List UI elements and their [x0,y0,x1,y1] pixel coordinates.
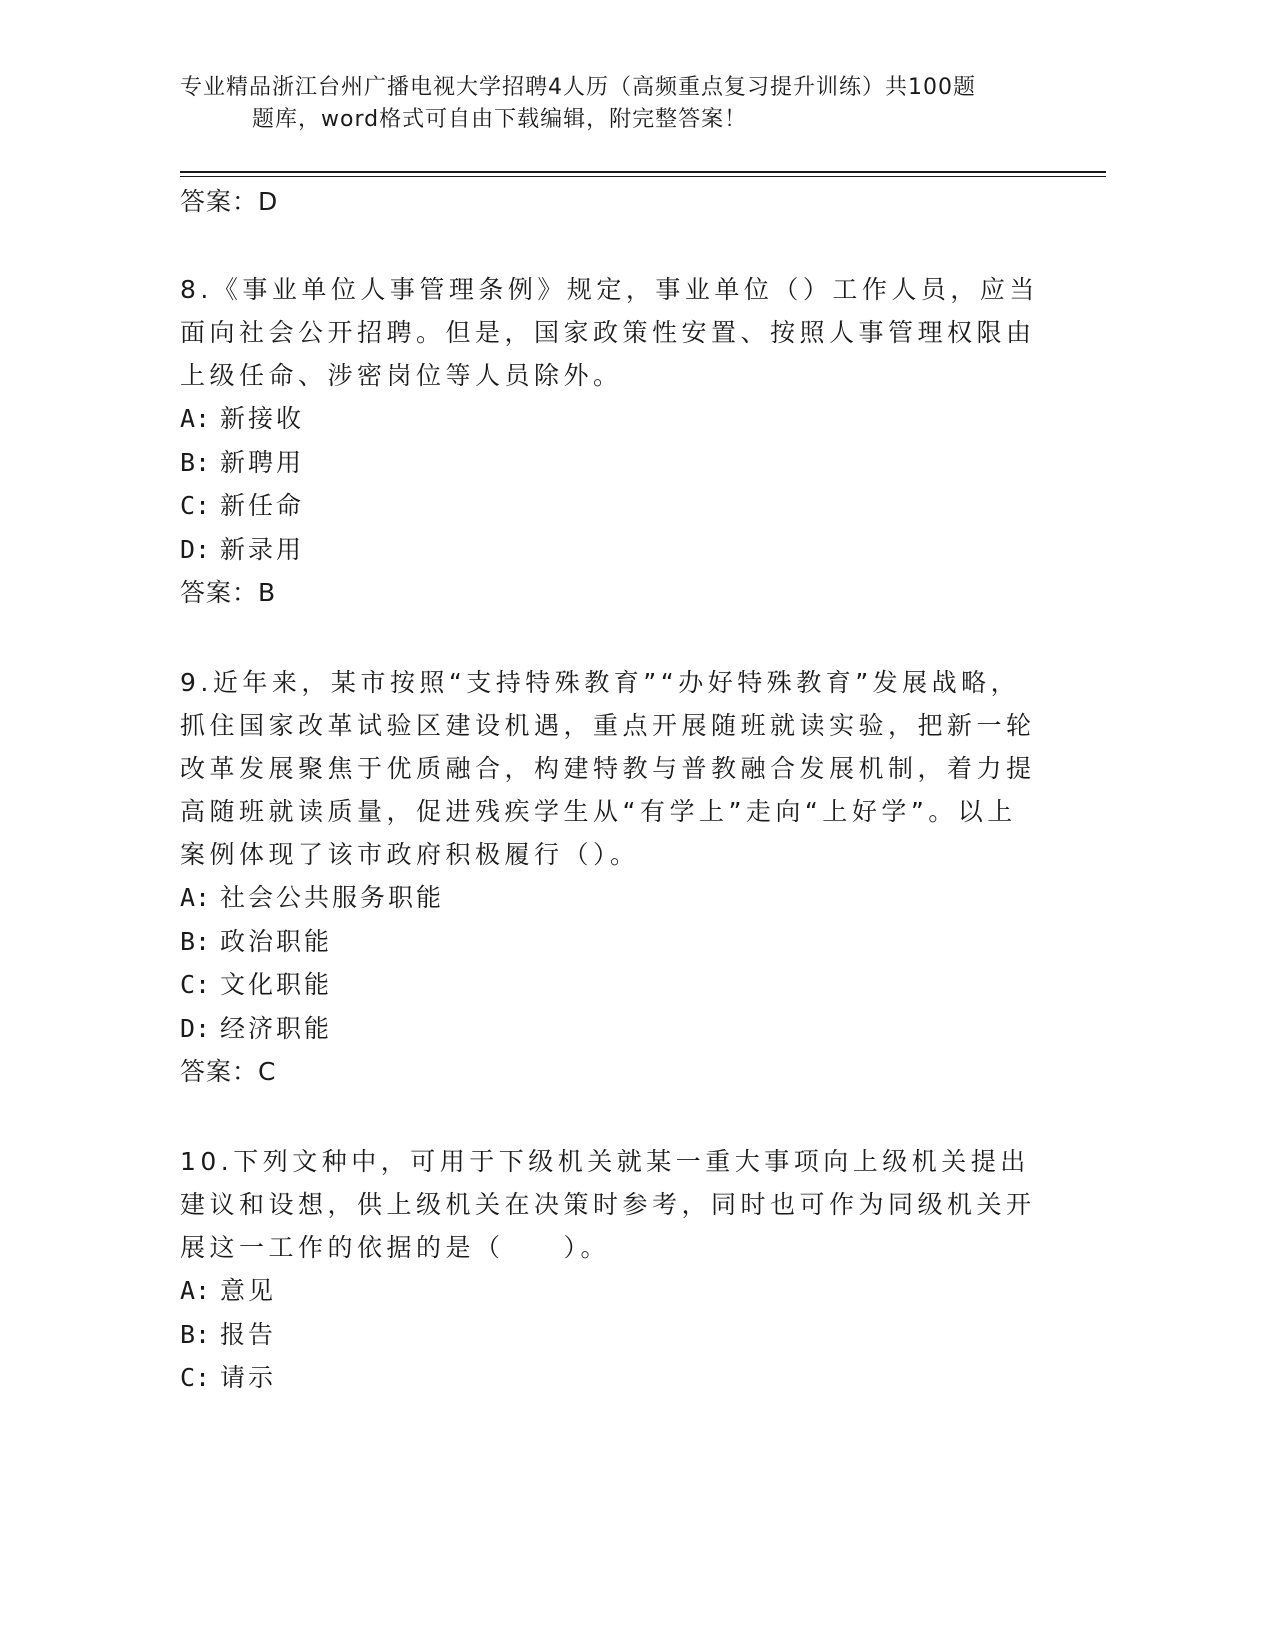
option-a [180,1269,1040,1313]
option-letter: B: [180,926,211,956]
page-header [180,72,1040,136]
option-text: 新录用 [220,534,305,564]
option-text: 社会公共服务职能 [220,883,445,912]
option-text: 文化职能 [220,970,333,999]
option-letter: B: [180,1319,211,1349]
option-d [180,528,1040,572]
question-answer: 答案：B [180,578,277,607]
option-c [180,484,1040,528]
option-a [180,876,1040,920]
option-letter: A: [180,404,211,433]
option-text: 经济职能 [220,1013,333,1043]
header-title-line-2: 题库，word格式可自由下载编辑，附完整答案！ [252,107,748,132]
option-a [180,397,1040,441]
option-b [180,920,1040,964]
header-divider-thick [180,171,1106,173]
option-text: 请示 [220,1363,277,1392]
question-8 [180,268,1040,615]
option-letter: C: [180,970,211,999]
document-body [180,182,1040,1400]
question-stem: 9.近年来，某市按照“支持特殊教育”“办好特殊教育”发展战略，抓住国家改革试验区建设机遇，重点开展随班就读实验，把新一轮改革发展聚焦于优质融合，构建特教与普教融合发展机制，着力提高随班就读质量，促进残疾学生从“有学上”走向“上好学”。以上案例体现了该市政府积极履行（）。 [180,668,1036,869]
previous-question-answer: 答案：D [180,187,279,216]
question-stem: 8.《事业单位人事管理条例》规定，事业单位（）工作人员，应当面向社会公开招聘。但是，国家政策性安置、按照人事管理权限由上级任命、涉密岗位等人员除外。 [180,275,1039,390]
option-c [180,963,1040,1007]
option-text: 意见 [220,1276,277,1305]
option-letter: C: [180,1363,211,1392]
option-letter: D: [180,534,211,564]
option-c [180,1356,1040,1400]
question-10 [180,1140,1040,1400]
option-letter: B: [180,447,211,477]
header-title-line-1: 专业精品浙江台州广播电视大学招聘4人历（高频重点复习提升训练）共100题 [180,75,976,100]
option-text: 新接收 [220,404,305,433]
question-9 [180,661,1040,1094]
option-text: 新聘用 [220,447,305,477]
option-text: 新任命 [220,491,305,520]
option-letter: C: [180,491,211,520]
header-divider-thin [180,176,1106,177]
option-text: 报告 [220,1319,277,1349]
question-stem: 10.下列文种中，可用于下级机关就某一重大事项向上级机关提出建议和设想，供上级机关在决策时参考，同时也可作为同级机关开展这一工作的依据的是（ ）。 [180,1147,1036,1262]
option-text: 政治职能 [220,926,333,956]
option-letter: D: [180,1013,211,1043]
option-letter: A: [180,883,211,912]
option-letter: A: [180,1276,211,1305]
question-answer: 答案：C [180,1057,277,1086]
option-b [180,441,1040,485]
option-d [180,1007,1040,1051]
option-b [180,1313,1040,1357]
